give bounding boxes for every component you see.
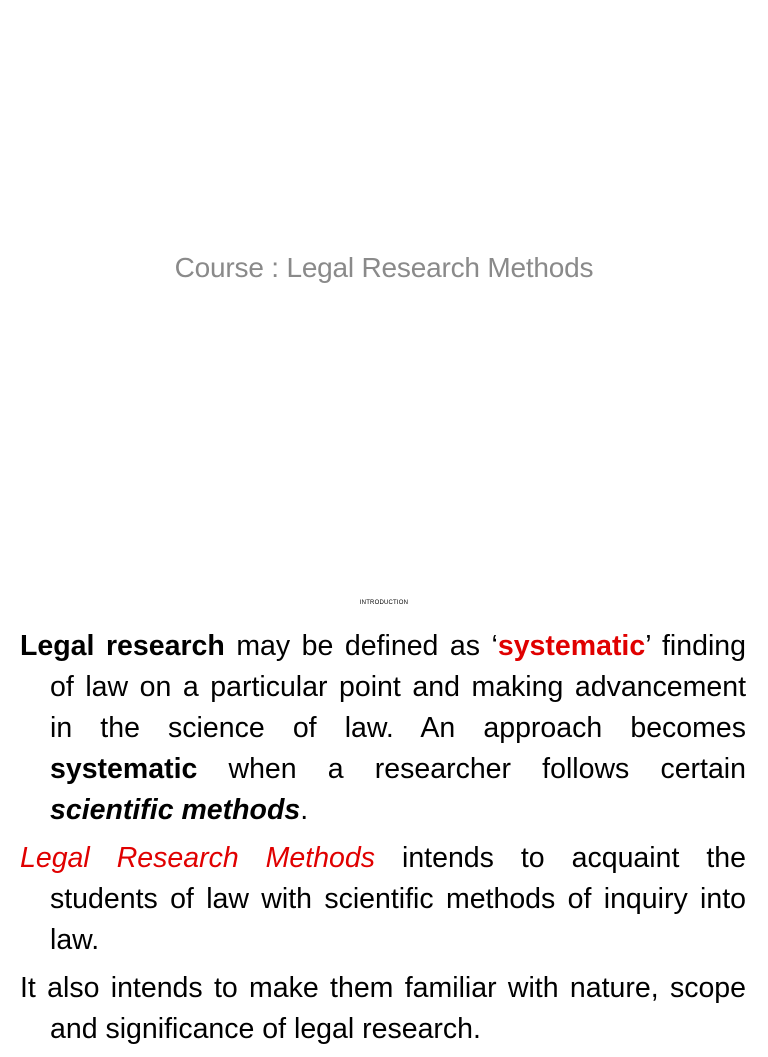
text-segment: may be defined as ‘: [224, 630, 498, 662]
paragraph-definition: [20, 626, 746, 831]
paragraph-methods: [20, 838, 746, 961]
text-segment: when a researcher follows certain: [197, 753, 746, 785]
section-heading: INTRODUCTION: [359, 600, 409, 606]
emphasis-systematic: systematic: [50, 753, 198, 785]
course-title: Course : Legal Research Methods: [174, 252, 594, 283]
paragraph-scope: [20, 968, 746, 1050]
text-segment: .: [300, 794, 309, 826]
body-text: [20, 626, 746, 1057]
highlight-systematic: systematic: [497, 630, 646, 662]
text-segment: intends to acquaint the students of law with scientific methods of inquiry into law.: [50, 842, 746, 956]
emphasis-scientific-methods: scientific methods: [50, 794, 301, 826]
term-legal-research: Legal research: [20, 630, 225, 662]
text-segment: It also intends to make them familiar with nature, scope and significance of legal research.: [20, 972, 746, 1045]
term-legal-research-methods: Legal Research Methods: [20, 842, 375, 874]
text-segment: ’ finding of law on a particular point and making advancement in the science of law. An approach becomes: [50, 630, 746, 744]
